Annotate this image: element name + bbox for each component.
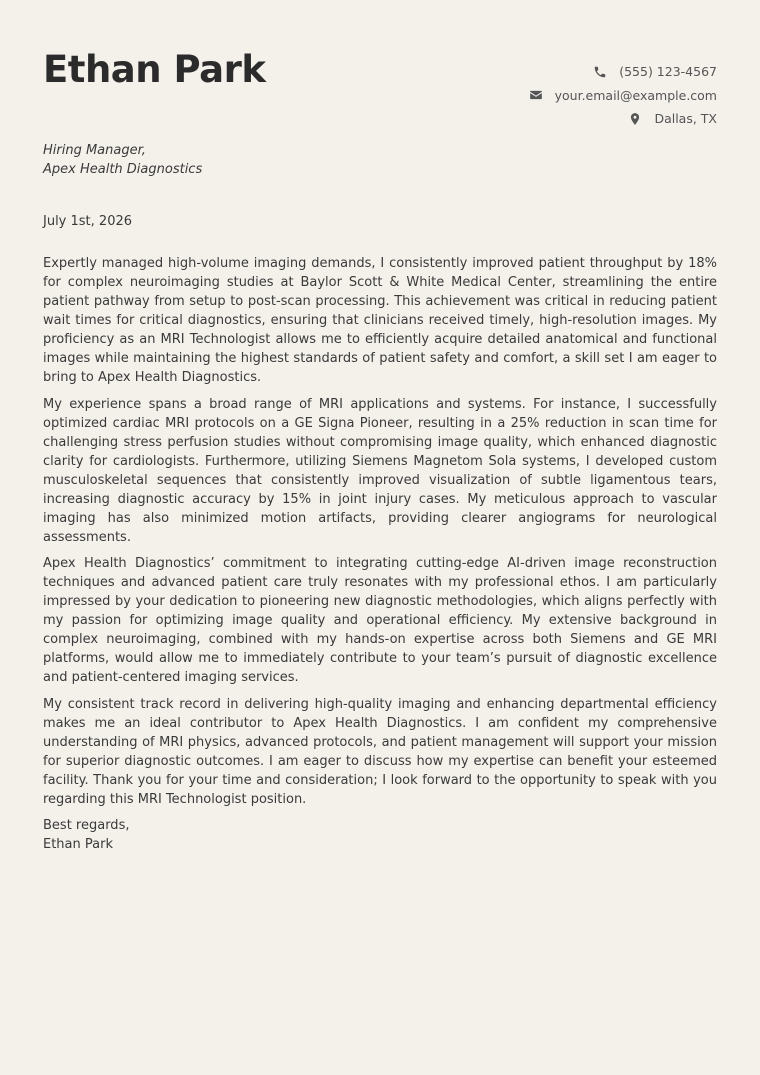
closing-signature: Ethan Park xyxy=(43,837,113,852)
phone-icon xyxy=(593,65,607,79)
contact-block xyxy=(529,60,717,131)
closing-salutation: Best regards, xyxy=(43,818,130,833)
body-paragraph: Apex Health Diagnostics’ commitment to integrating cutting-edge AI-driven image reconstruction techniques and advanced patient care truly resonates with my professional ethos. I am particularly impressed by your dedication to pioneering new diagnostic methodologies, which aligns perfectly with my passion for optimizing image quality and operational efficiency. My extensive background in complex neuroimaging, combined with my hands-on expertise across both Siemens and GE MRI platforms, would allow me to immediately contribute to your team’s pursuit of diagnostic excellence and patient-centered imaging services. xyxy=(43,556,717,685)
closing-block xyxy=(43,816,717,854)
email-text: your.email@example.com xyxy=(554,87,717,103)
contact-email xyxy=(529,84,717,108)
body-paragraph: Expertly managed high-volume imaging demands, I consistently improved patient throughput by 18% for complex neuroimaging studies at Baylor Scott & White Medical Center, streamlining the entire patient pathway from setup to post-scan processing. This achievement was critical in reducing patient wait times for critical diagnostics, ensuring that clinicians received timely, high-resolution images. My proficiency as an MRI Technologist allows me to efficiently acquire detailed anatomical and functional images while maintaining the highest standards of patient safety and comfort, a skill set I am eager to bring to Apex Health Diagnostics. xyxy=(43,256,717,385)
location-pin-icon xyxy=(628,112,642,126)
letter-date: July 1st, 2026 xyxy=(43,214,133,229)
recipient-company: Apex Health Diagnostics xyxy=(43,162,203,177)
body-paragraph: My experience spans a broad range of MRI applications and systems. For instance, I successfully optimized cardiac MRI protocols on a GE Signa Pioneer, resulting in a 25% reduction in scan time for challenging stress perfusion studies without compromising image quality, which enhanced diagnostic clarity for cardiologists. Furthermore, utilizing Siemens Magnetom Sola systems, I developed custom musculoskeletal sequences that consistently improved visualization of subtle ligamentous tears, increasing diagnostic accuracy by 15% in joint injury cases. My meticulous approach to vascular imaging has also minimized motion artifacts, providing clearer angiograms for neurological assessments. xyxy=(43,396,717,545)
contact-location xyxy=(529,107,717,131)
email-icon xyxy=(529,88,543,102)
phone-text: (555) 123-4567 xyxy=(619,64,717,80)
applicant-name: Ethan Park xyxy=(43,48,266,91)
location-text: Dallas, TX xyxy=(654,111,717,127)
body-paragraph: My consistent track record in delivering high-quality imaging and enhancing departmental efficiency makes me an ideal contributor to Apex Health Diagnostics. I am confident my comprehensive understanding of MRI physics, advanced protocols, and patient management will support your mission for superior diagnostic outcomes. I am eager to discuss how my expertise can benefit your esteemed facility. Thank you for your time and consideration; I look forward to the opportunity to speak with you regarding this MRI Technologist position. xyxy=(43,696,717,807)
contact-phone xyxy=(529,60,717,84)
recipient-block xyxy=(43,141,202,179)
letter-body xyxy=(43,254,717,854)
recipient-title: Hiring Manager, xyxy=(43,143,146,158)
